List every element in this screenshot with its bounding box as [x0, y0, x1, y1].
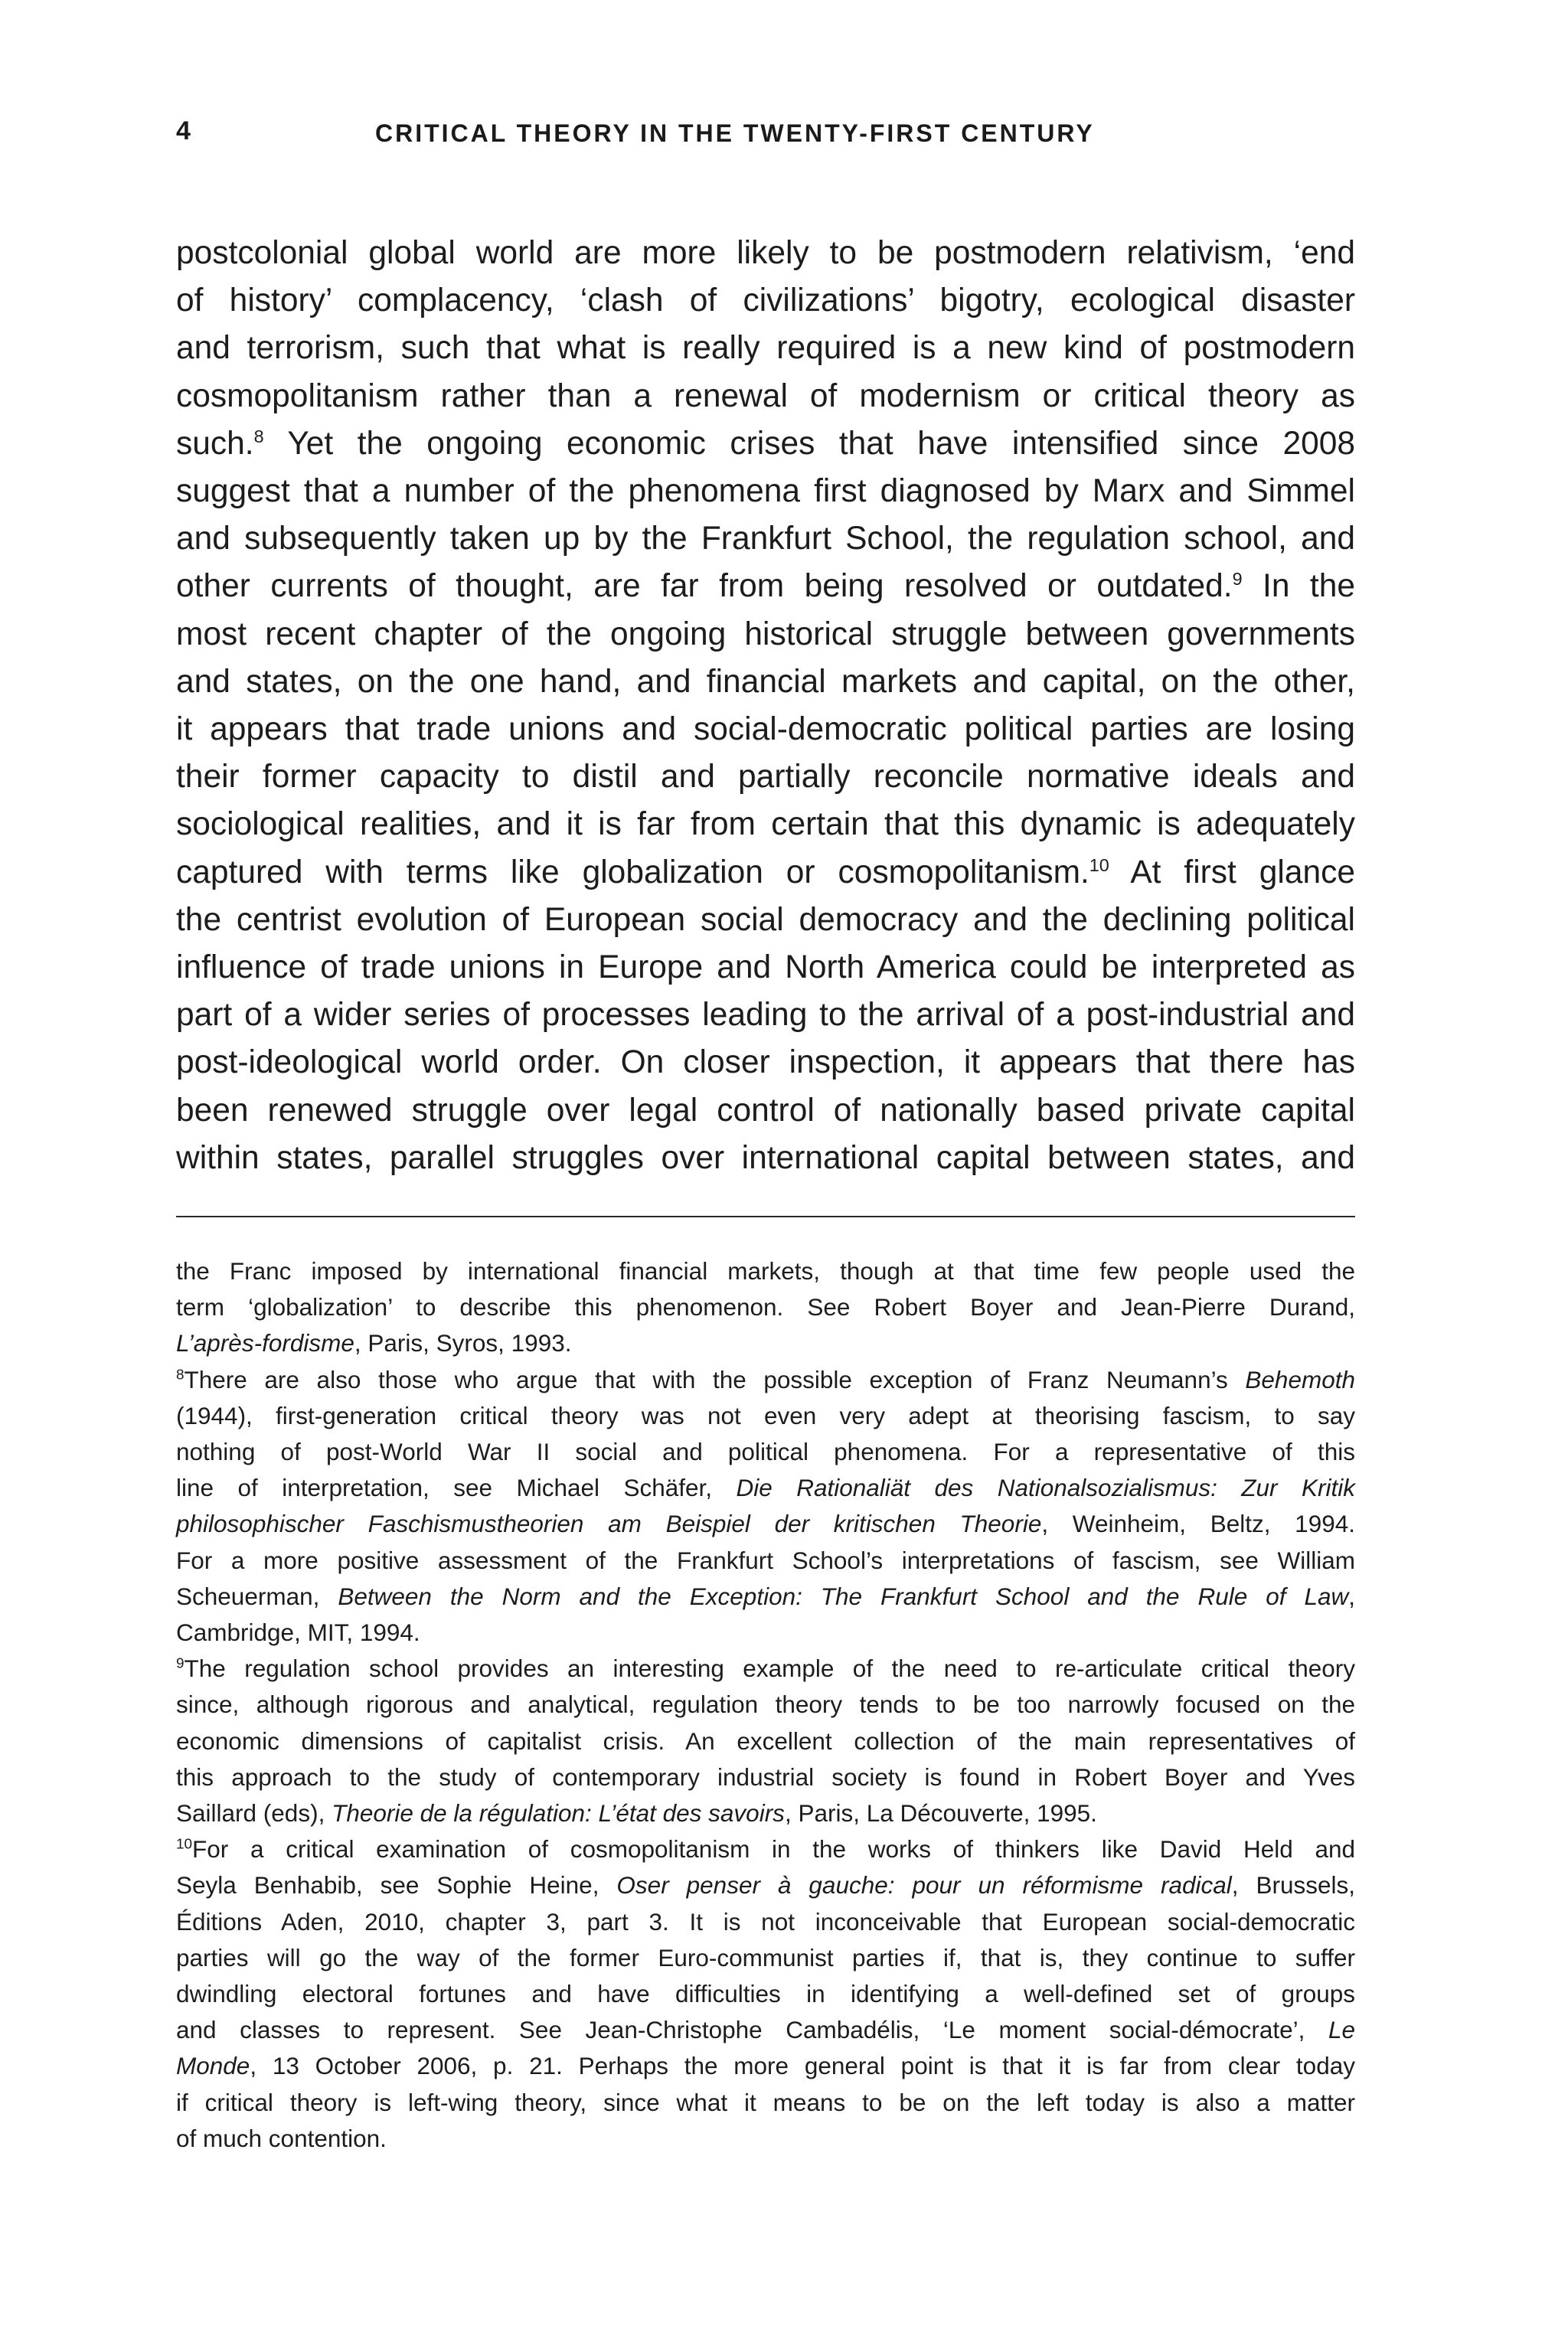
footnote-line: philosophischer Faschismustheorien am Beispiel der kritischen Theorie, Weinheim, Beltz, 1994.: [176, 1510, 1355, 1538]
footnote-10: [176, 1831, 1355, 2157]
footnote-line: L’après-fordisme, Paris, Syros, 1993.: [176, 1329, 572, 1357]
footnote-line: of much contention.: [176, 2124, 387, 2152]
text-line: and subsequently taken up by the Frankfurt School, the regulation school, and: [176, 521, 1355, 557]
footnote-line: term ‘globalization’ to describe this phenomenon. See Robert Boyer and Jean-Pierre Durand,: [176, 1293, 1355, 1321]
footnote-line: this approach to the study of contemporary industrial society is found in Robert Boyer and Yves: [176, 1762, 1355, 1791]
footnote-line: Cambridge, MIT, 1994.: [176, 1619, 420, 1647]
footnote-line: For a more positive assessment of the Frankfurt School’s interpretations of fascism, see William: [176, 1546, 1355, 1574]
footnote-line: Seyla Benhabib, see Sophie Heine, Oser penser à gauche: pour un réformisme radical, Brussels,: [176, 1871, 1356, 1900]
text-line: influence of trade unions in Europe and North America could be interpreted as: [176, 949, 1355, 986]
footnote-line: economic dimensions of capitalist crisis. An excellent collection of the main representatives of: [176, 1726, 1355, 1755]
footnote-line: $^9$The regulation school provides an interesting example of the need to re-articulate critical theory: [176, 1655, 1355, 1683]
footnote-line: $^8$There are also those who argue that with the possible exception of Franz Neumann’s Behemoth: [176, 1365, 1355, 1393]
text-line: been renewed struggle over legal control of nationally based private capital: [176, 1092, 1355, 1129]
footnote-divider: [176, 1216, 1355, 1217]
footnote-line: dwindling electoral fortunes and have difficulties in identifying a well-defined set of groups: [176, 1980, 1355, 2008]
text-line: their former capacity to distil and partially reconcile normative ideals and: [176, 759, 1355, 795]
footnote-continued: [176, 1253, 1355, 1362]
footnote-line: Saillard (eds), Theorie de la régulation: L’état des savoirs, Paris, La Découverte, 1995.: [176, 1799, 1097, 1828]
text-line: within states, parallel struggles over international capital between states, and: [176, 1139, 1355, 1176]
text-line: and terrorism, such that what is really required is a new kind of postmodern: [176, 330, 1355, 367]
text-line: post-ideological world order. On closer inspection, it appears that there has: [176, 1044, 1355, 1081]
text-line: sociological realities, and it is far from certain that this dynamic is adequately: [176, 806, 1355, 843]
text-line: such.$^8$ Yet the ongoing economic crises that have intensified since 2008: [176, 425, 1355, 462]
text-line: the centrist evolution of European social democracy and the declining political: [176, 901, 1355, 938]
page-header: [176, 116, 1390, 156]
footnote-line: the Franc imposed by international financial markets, though at that time few people used the: [176, 1257, 1355, 1285]
footnote-line: if critical theory is left-wing theory, since what it means to be on the left today is also a matter: [176, 2088, 1355, 2116]
footnote-line: Éditions Aden, 2010, chapter 3, part 3. It is not inconceivable that European social-democratic: [176, 1907, 1355, 1936]
page-number: 4: [176, 116, 191, 145]
footnote-ref-8[interactable]: 8: [253, 426, 264, 446]
text-line: part of a wider series of processes leading to the arrival of a post-industrial and: [176, 997, 1355, 1034]
text-line: and states, on the one hand, and financial markets and capital, on the other,: [176, 663, 1355, 700]
text-line: other currents of thought, are far from being resolved or outdated.$^9$ In the: [176, 568, 1355, 605]
footnote-line: line of interpretation, see Michael Schäfer, Die Rationaliät des Nationalsozialismus: Zur Kritik: [176, 1474, 1355, 1502]
footnote-line: nothing of post-World War II social and political phenomena. For a representative of this: [176, 1438, 1355, 1466]
footnote-line: and classes to represent. See Jean-Christophe Cambadélis, ‘Le moment social-démocrate’, Le: [176, 2016, 1355, 2044]
footnote-ref-10[interactable]: 10: [1089, 854, 1109, 875]
footnote-number: 9: [176, 1655, 185, 1672]
text-line: most recent chapter of the ongoing historical struggle between governments: [176, 616, 1355, 652]
footnote-line: Monde, 13 October 2006, p. 21. Perhaps the more general point is that it is far from clear today: [176, 2052, 1355, 2080]
footnote-line: (1944), first-generation critical theory was not even very adept at theorising fascism, to say: [176, 1401, 1355, 1429]
footnote-line: Scheuerman, Between the Norm and the Exception: The Frankfurt School and the Rule of Law,: [176, 1582, 1356, 1610]
footnote-number: 8: [176, 1367, 185, 1383]
text-line: captured with terms like globalization or cosmopolitanism.$^{10}$ At first glance: [176, 854, 1355, 890]
text-line: cosmopolitanism rather than a renewal of modernism or critical theory as: [176, 377, 1355, 414]
footnote-ref-9[interactable]: 9: [1232, 569, 1243, 590]
text-line: it appears that trade unions and social-democratic political parties are losing: [176, 711, 1355, 748]
text-line: postcolonial global world are more likely to be postmodern relativism, ‘end: [176, 235, 1355, 271]
footnote-9: [176, 1651, 1355, 1831]
footnote-line: since, although rigorous and analytical, regulation theory tends to be too narrowly focused on the: [176, 1690, 1355, 1719]
footnotes: [176, 1253, 1355, 2157]
footnote-number: 10: [176, 1836, 193, 1853]
main-text: [176, 230, 1355, 1182]
footnote-line: parties will go the way of the former Euro-communist parties if, that is, they continue to suffer: [176, 1943, 1355, 1971]
text-line: suggest that a number of the phenomena first diagnosed by Marx and Simmel: [176, 473, 1355, 510]
footnote-8: [176, 1362, 1355, 1651]
footnote-line: $^{10}$For a critical examination of cosmopolitanism in the works of thinkers like David Held and: [176, 1835, 1355, 1864]
running-head: CRITICAL THEORY IN THE TWENTY-FIRST CENTURY: [375, 119, 1095, 147]
text-line: of history’ complacency, ‘clash of civilizations’ bigotry, ecological disaster: [176, 283, 1355, 319]
